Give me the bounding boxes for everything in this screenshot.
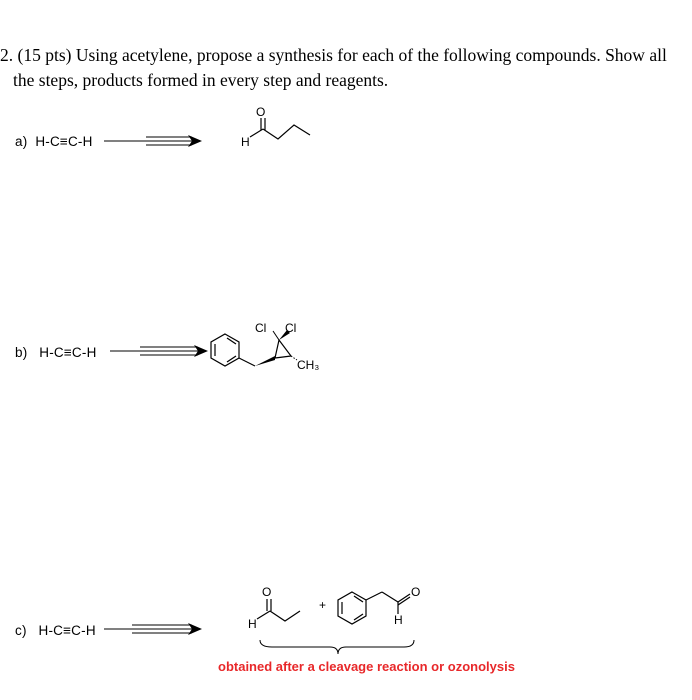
hydrogen-label-1: H	[248, 617, 257, 631]
part-a-label: a)	[15, 134, 28, 149]
part-c-row	[15, 623, 96, 638]
part-b-reaction-arrow	[110, 342, 210, 360]
part-c-label: c)	[15, 623, 27, 638]
part-b-row	[15, 345, 97, 360]
part-c-reactant: H-C≡C-H	[38, 623, 96, 638]
part-a-reactant: H-C≡C-H	[35, 134, 93, 149]
part-b-reactant: H-C≡C-H	[39, 345, 97, 360]
cleavage-note: obtained after a cleavage reaction or ozonolysis	[218, 659, 515, 674]
part-a-product-butanal	[236, 104, 326, 154]
plus-sign: +	[319, 598, 327, 612]
part-b-product-cyclopropane	[205, 318, 335, 388]
question-line-1: 2. (15 pts) Using acetylene, propose a synthesis for each of the following compounds. Show all	[0, 45, 667, 65]
part-a-row	[15, 134, 93, 149]
methyl-label: CH₃	[297, 358, 320, 372]
grouping-brace	[258, 638, 418, 658]
hydrogen-label: H	[241, 135, 250, 149]
hydrogen-label-2: H	[394, 613, 403, 627]
part-b-label: b)	[15, 345, 28, 360]
oxygen-label-1: O	[262, 585, 272, 599]
chlorine-label-2: Cl	[285, 321, 297, 335]
chlorine-label-1: Cl	[255, 321, 267, 335]
part-a-reaction-arrow	[104, 132, 204, 150]
question-line-2: the steps, products formed in every step and reagents.	[13, 70, 389, 90]
oxygen-label: O	[256, 105, 266, 119]
part-c-reaction-arrow	[104, 620, 204, 638]
oxygen-label-2: O	[411, 585, 421, 599]
question-text	[0, 43, 688, 93]
